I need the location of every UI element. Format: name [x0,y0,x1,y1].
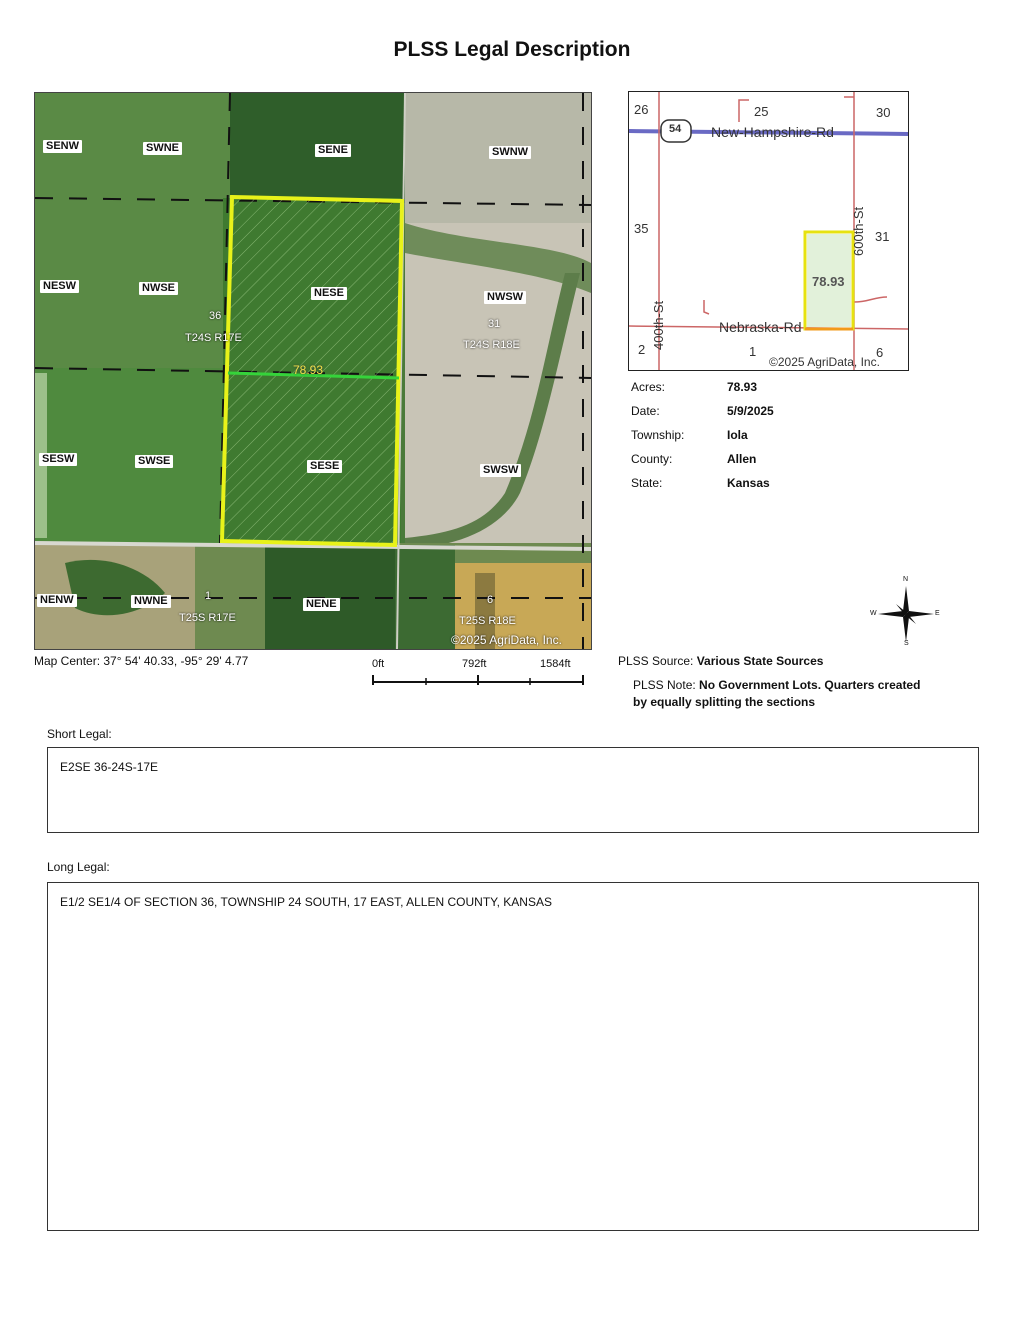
short-legal-text: E2SE 36-24S-17E [60,760,159,774]
compass-s: S [904,640,909,647]
info-row-acres [631,380,831,400]
quarter-label-nesw: NESW [40,280,79,293]
locator-copyright: ©2025 AgriData, Inc. [769,355,880,369]
locator-section-1: 1 [749,344,757,359]
info-label: State: [631,476,663,490]
compass-n: N [903,576,909,583]
locator-section-6: 6 [876,345,884,360]
plss-source [618,654,823,668]
long-legal-label: Long Legal: [47,860,110,874]
section-number-31: 31 [488,318,501,330]
scale-label-1584: 1584ft [540,658,571,670]
township-label: T25S R18E [459,615,516,627]
quarter-label-senw: SENW [43,140,82,153]
info-value: Allen [727,452,757,466]
locator-section-30: 30 [876,105,891,120]
scale-bar [372,658,587,688]
map-copyright: ©2025 AgriData, Inc. [451,633,562,647]
scale-label-792: 792ft [462,658,487,670]
info-row-state [631,476,831,496]
info-label: County: [631,452,673,466]
township-label: T24S R18E [463,339,520,351]
road-label-nebraska: Nebraska-Rd [719,319,802,335]
aerial-map[interactable] [34,92,592,650]
locator-acreage: 78.93 [812,274,845,289]
locator-section-25: 25 [754,104,769,119]
quarter-label-nwne: NWNE [131,595,171,608]
section-number-1: 1 [205,590,212,602]
plss-note-value: No Government Lots. Quarters created [699,678,921,692]
plss-note [633,678,920,692]
info-label: Township: [631,428,685,442]
road-label-400th: 400th-St [651,300,666,350]
long-legal-box [47,882,979,1231]
township-label: T25S R17E [179,612,236,624]
us-54-shield-icon: 54 [669,123,682,135]
road-label-600th: 600th-St [851,206,866,256]
short-legal-label: Short Legal: [47,727,112,741]
locator-section-26: 26 [634,102,649,117]
quarter-label-nenw: NENW [37,594,77,607]
short-legal-box [47,747,979,833]
quarter-label-swse: SWSE [135,455,173,468]
acreage-label: 78.93 [293,363,324,377]
plss-source-label: PLSS Source: [618,654,694,668]
info-row-date [631,404,831,424]
quarter-label-swne: SWNE [143,142,182,155]
info-row-county [631,452,831,472]
info-value: Kansas [727,476,770,490]
map-center: Map Center: 37° 54' 40.33, -95° 29' 4.77 [34,654,249,668]
long-legal-text: E1/2 SE1/4 OF SECTION 36, TOWNSHIP 24 SOUTH, 17 EAST, ALLEN COUNTY, KANSAS [60,895,552,909]
compass-e: E [935,610,940,617]
quarter-label-nwse: NWSE [139,282,178,295]
quarter-label-swnw: SWNW [489,146,531,159]
quarter-label-nwsw: NWSW [484,291,526,304]
section-number-6: 6 [487,594,494,606]
township-label: T24S R17E [185,332,242,344]
locator-section-31: 31 [875,229,890,244]
quarter-label-swsw: SWSW [480,464,521,477]
quarter-label-sese: SESE [307,460,342,473]
quarter-label-nene: NENE [303,598,340,611]
info-value: 5/9/2025 [727,404,774,418]
info-value: Iola [727,428,748,442]
section-number-36: 36 [209,310,222,322]
quarter-label-sene: SENE [315,144,351,157]
info-value: 78.93 [727,380,758,394]
locator-map[interactable] [628,91,909,371]
quarter-label-nese: NESE [311,287,347,300]
plss-source-value: Various State Sources [696,654,824,668]
locator-section-35: 35 [634,221,649,236]
road-label-new-hampshire: New-Hampshire-Rd [711,124,834,140]
page-title: PLSS Legal Description [393,38,631,61]
info-row-township [631,428,831,448]
quarter-label-sesw: SESW [39,453,77,466]
compass-w: W [870,610,877,617]
plss-note-value-cont: by equally splitting the sections [633,695,816,709]
info-label: Acres: [631,380,666,394]
scale-label-0: 0ft [372,658,385,670]
compass-rose-icon [868,578,944,650]
plss-note-label: PLSS Note: [633,678,696,692]
info-label: Date: [631,404,660,418]
locator-section-2: 2 [638,342,646,357]
